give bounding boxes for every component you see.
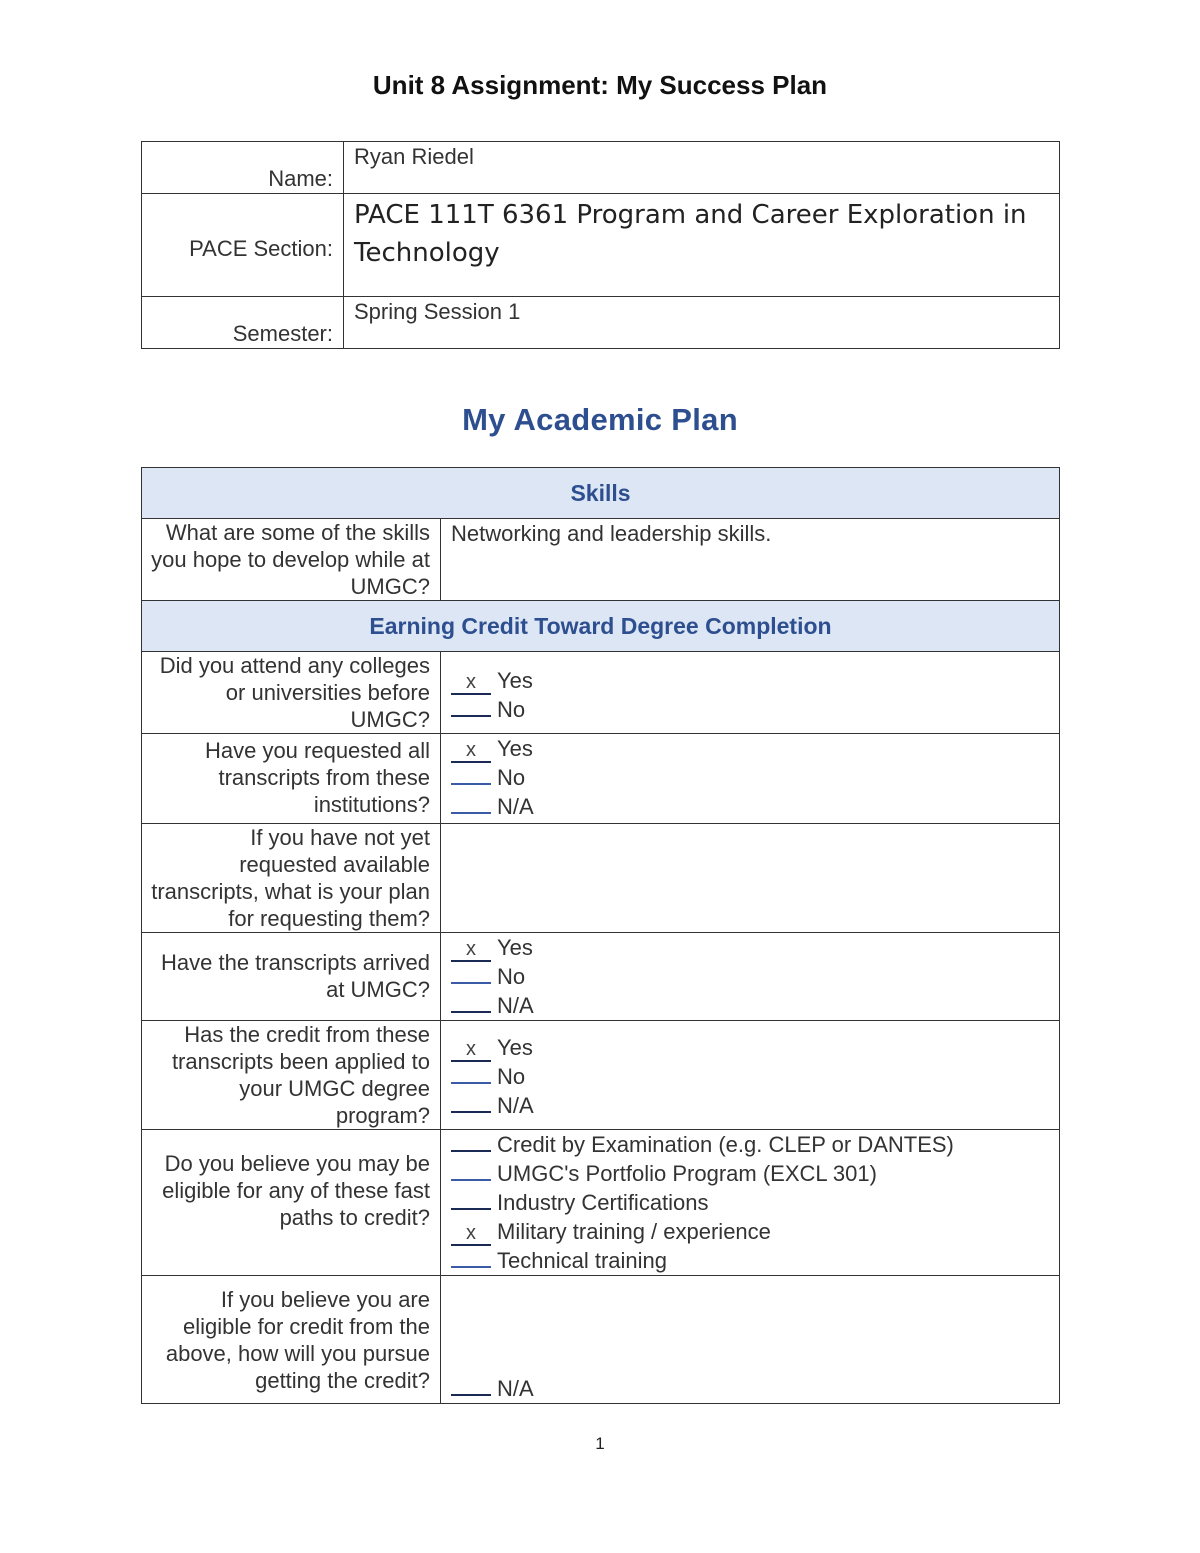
fastpaths-row <box>142 1130 1060 1276</box>
section-row <box>142 194 1060 297</box>
option-technical: Technical training <box>451 1246 1049 1275</box>
blank-mark <box>451 1179 491 1181</box>
skills-row <box>142 519 1060 601</box>
option-yes: x Yes <box>451 734 1049 763</box>
arrived-row <box>142 933 1060 1021</box>
fastpaths-question: Do you believe you may be eligible for any of these fast paths to credit? <box>142 1130 441 1276</box>
credit-header-row <box>142 601 1060 652</box>
name-row <box>142 142 1060 194</box>
arrived-answer <box>441 933 1060 1021</box>
check-mark: x <box>451 938 491 962</box>
option-yes: x Yes <box>451 1033 1049 1062</box>
blank-mark <box>451 1266 491 1268</box>
blank-mark <box>451 1011 491 1013</box>
skills-header-row <box>142 468 1060 519</box>
section-value: PACE 111T 6361 Program and Career Exploration in Technology <box>344 194 1060 297</box>
pursue-question: If you believe you are eligible for credit from the above, how will you pursue getting the credit? <box>142 1276 441 1404</box>
plan-answer <box>441 824 1060 933</box>
option-portfolio: UMGC's Portfolio Program (EXCL 301) <box>451 1159 1049 1188</box>
skills-question: What are some of the skills you hope to develop while at UMGC? <box>142 519 441 601</box>
semester-row <box>142 297 1060 349</box>
plan-row <box>142 824 1060 933</box>
option-industry: Industry Certifications <box>451 1188 1049 1217</box>
semester-label: Semester: <box>142 297 344 349</box>
blank-mark <box>451 812 491 814</box>
page-number: 1 <box>595 1434 605 1453</box>
applied-row <box>142 1021 1060 1130</box>
pursue-answer <box>441 1276 1060 1404</box>
requested-question: Have you requested all transcripts from these institutions? <box>142 734 441 824</box>
option-na: N/A <box>451 991 1049 1020</box>
blank-mark <box>451 715 491 717</box>
blank-mark <box>451 1111 491 1113</box>
check-mark: x <box>451 1222 491 1246</box>
applied-question: Has the credit from these transcripts been applied to your UMGC degree program? <box>142 1021 441 1130</box>
option-military: x Military training / experience <box>451 1217 1049 1246</box>
option-na: N/A <box>451 1374 1049 1403</box>
blank-mark <box>451 1150 491 1152</box>
check-mark: x <box>451 1038 491 1062</box>
option-clep: Credit by Examination (e.g. CLEP or DANTES) <box>451 1130 1049 1159</box>
blank-mark <box>451 1082 491 1084</box>
option-no: No <box>451 695 1049 724</box>
option-yes: x Yes <box>451 666 1049 695</box>
arrived-question: Have the transcripts arrived at UMGC? <box>142 933 441 1021</box>
option-no: No <box>451 1062 1049 1091</box>
skills-answer: Networking and leadership skills. <box>441 519 1060 601</box>
blank-mark <box>451 1208 491 1210</box>
credit-header: Earning Credit Toward Degree Completion <box>142 601 1060 652</box>
skills-header: Skills <box>142 468 1060 519</box>
pursue-row <box>142 1276 1060 1404</box>
name-value: Ryan Riedel <box>344 142 1060 194</box>
section-heading: My Academic Plan <box>462 402 738 437</box>
academic-plan-table <box>141 467 1060 1404</box>
section-label: PACE Section: <box>142 194 344 297</box>
requested-row <box>142 734 1060 824</box>
attend-row <box>142 652 1060 734</box>
attend-answer <box>441 652 1060 734</box>
blank-mark <box>451 982 491 984</box>
document-title: Unit 8 Assignment: My Success Plan <box>372 70 828 100</box>
student-info-table <box>141 141 1060 349</box>
attend-question: Did you attend any colleges or universities before UMGC? <box>142 652 441 734</box>
option-no: No <box>451 763 1049 792</box>
fastpaths-answer <box>441 1130 1060 1276</box>
name-label: Name: <box>142 142 344 194</box>
requested-answer <box>441 734 1060 824</box>
semester-value: Spring Session 1 <box>344 297 1060 349</box>
blank-mark <box>451 1394 491 1396</box>
check-mark: x <box>451 671 491 695</box>
option-yes: x Yes <box>451 933 1049 962</box>
option-na: N/A <box>451 792 1049 821</box>
blank-mark <box>451 783 491 785</box>
applied-answer <box>441 1021 1060 1130</box>
option-na: N/A <box>451 1091 1049 1120</box>
plan-question: If you have not yet requested available transcripts, what is your plan for requesting them? <box>142 824 441 933</box>
check-mark: x <box>451 739 491 763</box>
option-no: No <box>451 962 1049 991</box>
